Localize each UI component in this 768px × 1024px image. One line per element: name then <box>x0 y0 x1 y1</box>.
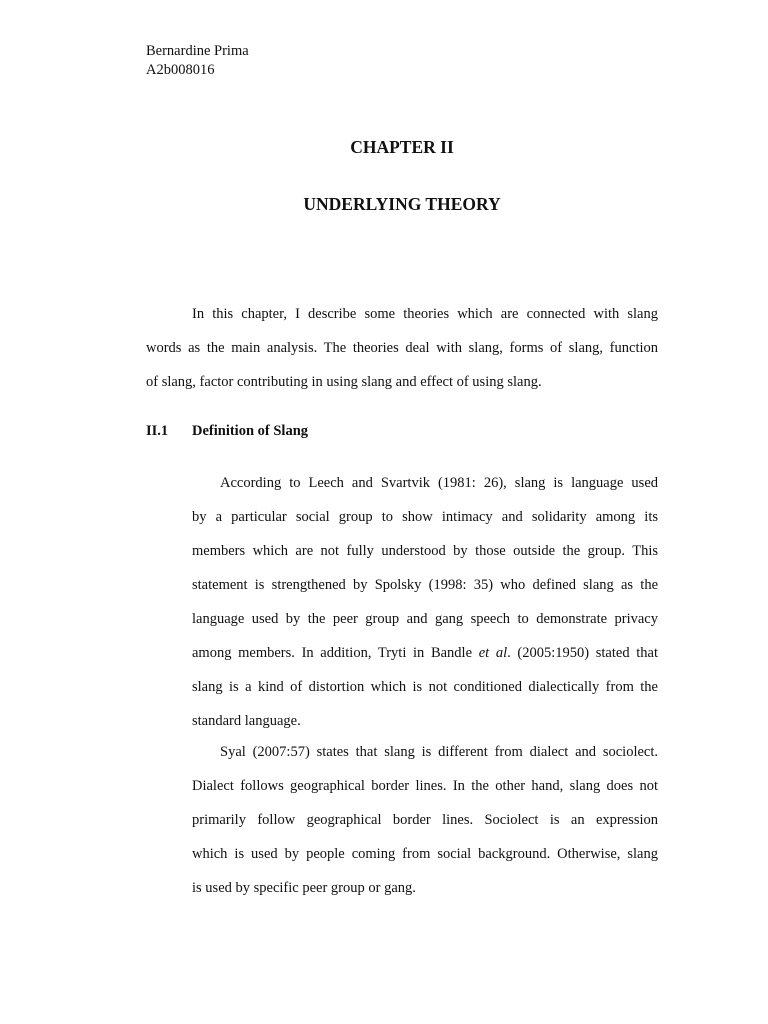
paragraph-line <box>192 636 658 670</box>
intro-paragraph <box>146 297 658 399</box>
section-number: II.1 <box>146 423 169 439</box>
paragraph-line: is used by specific peer group or gang. <box>192 880 416 896</box>
author-header <box>146 42 249 80</box>
paragraph-line: language used by the peer group and gang speech to demonstrate privacy <box>192 611 658 627</box>
paragraph-line: words as the main analysis. The theories deal with slang, forms of slang, function <box>146 340 658 356</box>
paragraph-line: statement is strengthened by Spolsky (1998: 35) who defined slang as the <box>192 577 658 593</box>
definition-paragraph-1 <box>192 466 658 738</box>
line-text-after: . (2005:1950) stated that <box>507 645 658 661</box>
paragraph-line: Syal (2007:57) states that slang is different from dialect and sociolect. <box>220 744 658 760</box>
chapter-title: UNDERLYING THEORY <box>303 194 501 214</box>
section-heading <box>146 423 308 440</box>
chapter-number: CHAPTER II <box>350 137 454 157</box>
paragraph-line: which is used by people coming from social background. Otherwise, slang <box>192 846 658 862</box>
student-id: A2b008016 <box>146 62 215 78</box>
paragraph-line: members which are not fully understood by those outside the group. This <box>192 543 658 559</box>
paragraph-line: by a particular social group to show intimacy and solidarity among its <box>192 509 658 525</box>
paragraph-line: standard language. <box>192 713 301 729</box>
paragraph-line: primarily follow geographical border lines. Sociolect is an expression <box>192 812 658 828</box>
paragraph-line: According to Leech and Svartvik (1981: 26), slang is language used <box>220 475 658 491</box>
paragraph-line: of slang, factor contributing in using slang and effect of using slang. <box>146 374 542 390</box>
section-title: Definition of Slang <box>192 423 309 439</box>
paragraph-line: Dialect follows geographical border lines. In the other hand, slang does not <box>192 778 658 794</box>
italic-citation: et al <box>478 645 508 661</box>
paragraph-line: slang is a kind of distortion which is not conditioned dialectically from the <box>192 679 658 695</box>
line-text-before: among members. In addition, Tryti in Bandle <box>192 645 479 661</box>
definition-paragraph-2 <box>192 735 658 905</box>
paragraph-line: In this chapter, I describe some theories which are connected with slang <box>192 306 658 322</box>
author-name: Bernardine Prima <box>146 43 249 59</box>
